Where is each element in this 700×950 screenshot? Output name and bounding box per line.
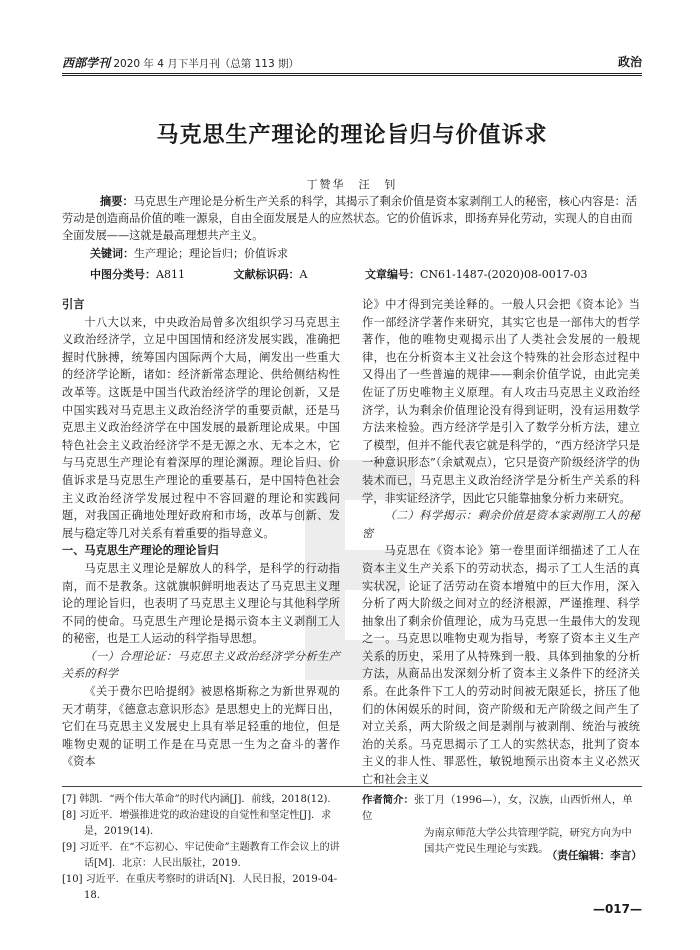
body-paragraph: 十八大以来，中央政治局曾多次组织学习马克思主义政治经济学，立足中国国情和经济发展实践，准确把握时代脉搏，统筹国内国际两个大局，阐发出一些重大的经济学论断，诸如：经济新常态理论、供给侧结构性改革等。这既是中国当代政治经济学的理论创新，又是中国实践对马克思主义政治经济学的重要贡献，还是马克思主义政治经济学在中国发展的最新理论成果。中国特色社会主义政治经济学不是无源之水、无本之木，它与马克思生产理论有着深厚的理论渊源。理论旨归、价值诉求是马克思生产理论的重要基石，是中国特色社会主义政治经济学发展过程中不容回避的理论和实践问题，对我国正确地处理好政府和市场，改革与创新、发展与稳定等几对关系有着重要的指导意义。 bbox=[62, 315, 340, 540]
doc-code-label: 文献标识码： bbox=[233, 268, 300, 281]
journal-issue: 2020 年 4 月下半月刊（总第 113 期） bbox=[113, 58, 299, 70]
author-bio-text-continued: 为南京师范大学公共管理学院，研究方向为中国共产党民生理论与实践。 bbox=[424, 826, 632, 856]
journal-info bbox=[62, 54, 299, 71]
article-meta bbox=[90, 266, 650, 282]
section-heading: 一、马克思生产理论的理论旨归 bbox=[62, 544, 219, 558]
article-title: 马克思生产理论的理论旨归与价值诉求 bbox=[156, 123, 548, 148]
abstract-text: 马克思生产理论是分析生产关系的科学，其揭示了剩余价值是资本家剥削工人的秘密，核心内容是：活劳动是创造商品价值的唯一源泉，自由全面发展是人的应然状态。它的价值诉求，即扬弃异化劳动，实现人的自由而全面发展——这就是最高理想共产主义。 bbox=[62, 195, 638, 242]
doc-code-value: A bbox=[299, 268, 308, 281]
intro-heading: 引言 bbox=[62, 298, 85, 311]
clc-field bbox=[90, 266, 230, 282]
clc-value: A811 bbox=[156, 268, 185, 281]
right-column bbox=[362, 296, 640, 789]
author-bio-label: 作者简介： bbox=[362, 794, 414, 806]
abstract bbox=[62, 193, 642, 244]
left-column bbox=[62, 296, 340, 771]
body-paragraph: 《关于费尔巴哈提纲》被恩格斯称之为新世界观的天才萌芽，《德意志意识形态》是思想史上的光辉日出，它们在马克思主义发展史上具有举足轻重的地位，但是唯物史观的证明工作是在马克思一生为之奋斗的著作《资本 bbox=[62, 685, 340, 769]
reference-item: [10] 习近平．在重庆考察时的讲话[N]．人民日报，2019-04-18. bbox=[62, 874, 338, 901]
body-paragraph: 马克思主义理论是解放人的科学，是科学的行动指南，而不是教条。这就旗帜鲜明地表达了马克思主义理论的理论旨归，也表明了马克思主义理论与其他科学所不同的使命。马克思生产理论是揭示资本主义剥削工人的秘密，也是工人运动的科学指导思想。 bbox=[62, 561, 340, 646]
article-no-field bbox=[365, 266, 587, 282]
article-no-value: CN61-1487-(2020)08-0017-03 bbox=[420, 268, 588, 281]
reference-item: [8] 习近平．增强推进党的政治建设的自觉性和坚定性[J]．求是，2019(14). bbox=[62, 810, 332, 837]
author-bio-text: 张丁月（1996—），女，汉族，山西忻州人，单位 bbox=[362, 794, 633, 823]
keywords-text: 生产理论；理论旨归；价值诉求 bbox=[134, 247, 288, 260]
abstract-label: 摘要： bbox=[100, 194, 134, 208]
responsible-editor: （责任编辑：李言） bbox=[546, 850, 642, 862]
running-header bbox=[62, 52, 642, 72]
clc-label: 中图分类号： bbox=[90, 268, 156, 281]
doc-code-field bbox=[234, 266, 362, 282]
section-label: 政治 bbox=[617, 55, 642, 69]
subsection-heading: （一）合理论证：马克思主义政治经济学分析生产关系的科学 bbox=[62, 649, 340, 681]
header-rule-thick bbox=[62, 73, 642, 74]
body-paragraph: 马克思在《资本论》第一卷里面详细描述了工人在资本主义生产关系下的劳动状态，揭示了工人生活的真实状况，论证了活劳动在资本增殖中的巨大作用，深入分析了两大阶级之间对立的经济根源，严谨推理、科学抽象出了剩余价值理论，成为马克思一生最伟大的发现之一。马克思以唯物史观为指导，考察了资本主义生产关系的历史，采用了从特殊到一般、具体到抽象的分析方法，从商品出发深刻分析了资本主义条件下的经济关系。在此条件下工人的劳动时间被无限延长，挤压了他们的休闲娱乐的时间，资产阶级和无产阶级之间产生了对立关系，两大阶级之间是剥削与被剥削、统治与被统治的关系。马克思揭示了工人的实然状态，批判了资本主义的非人性、罪恶性，敏锐地预示出资本主义必然灭亡和社会主义 bbox=[362, 544, 640, 787]
article-authors: 丁赞华 汪 钊 bbox=[306, 178, 398, 191]
footnote-rule bbox=[62, 786, 642, 787]
subsection-heading: （二）科学揭示：剩余价值是资本家剥削工人的秘密 bbox=[362, 509, 640, 540]
keywords bbox=[90, 245, 288, 261]
reference-item: [7] 韩凯．“两个伟大革命”的时代内涵[J]．前线，2018(12). bbox=[62, 794, 331, 805]
reference-item: [9] 习近平．在“不忘初心、牢记使命”主题教育工作会议上的讲话[M]．北京：人民出版社，2019. bbox=[62, 842, 340, 869]
header-rule-thin bbox=[62, 75, 642, 76]
page-number: —017— bbox=[592, 902, 642, 916]
journal-brand: 西部学刊 bbox=[62, 56, 111, 70]
body-paragraph: 论》中才得到完美诠释的。一般人只会把《资本论》当作一部经济学著作来研究，其实它也是一部伟大的哲学著作，他的唯物史观揭示出了人类社会发展的一般规律，也在分析资本主义社会这个特殊的社会形态过程中又得出了一些普遍的规律——剩余价值学说，由此完美佐证了历史唯物主义原理。有人攻击马克思主义政治经济学，认为剩余价值理论没有得到证明，没有运用数学方法来检验。西方经济学是引入了数学分析方法，建立了模型，但并不能代表它就是科学的，“西方经济学只是一种意识形态”（余斌观点），它只是资产阶级经济学的伪装术而已，马克思主义政治经济学是分析生产关系的科学，非实证经济学，因此它只能靠抽象分析力来研究。 bbox=[362, 298, 640, 505]
reference-list bbox=[62, 792, 344, 904]
article-no-label: 文章编号： bbox=[365, 268, 420, 281]
keywords-label: 关键词： bbox=[90, 247, 134, 260]
